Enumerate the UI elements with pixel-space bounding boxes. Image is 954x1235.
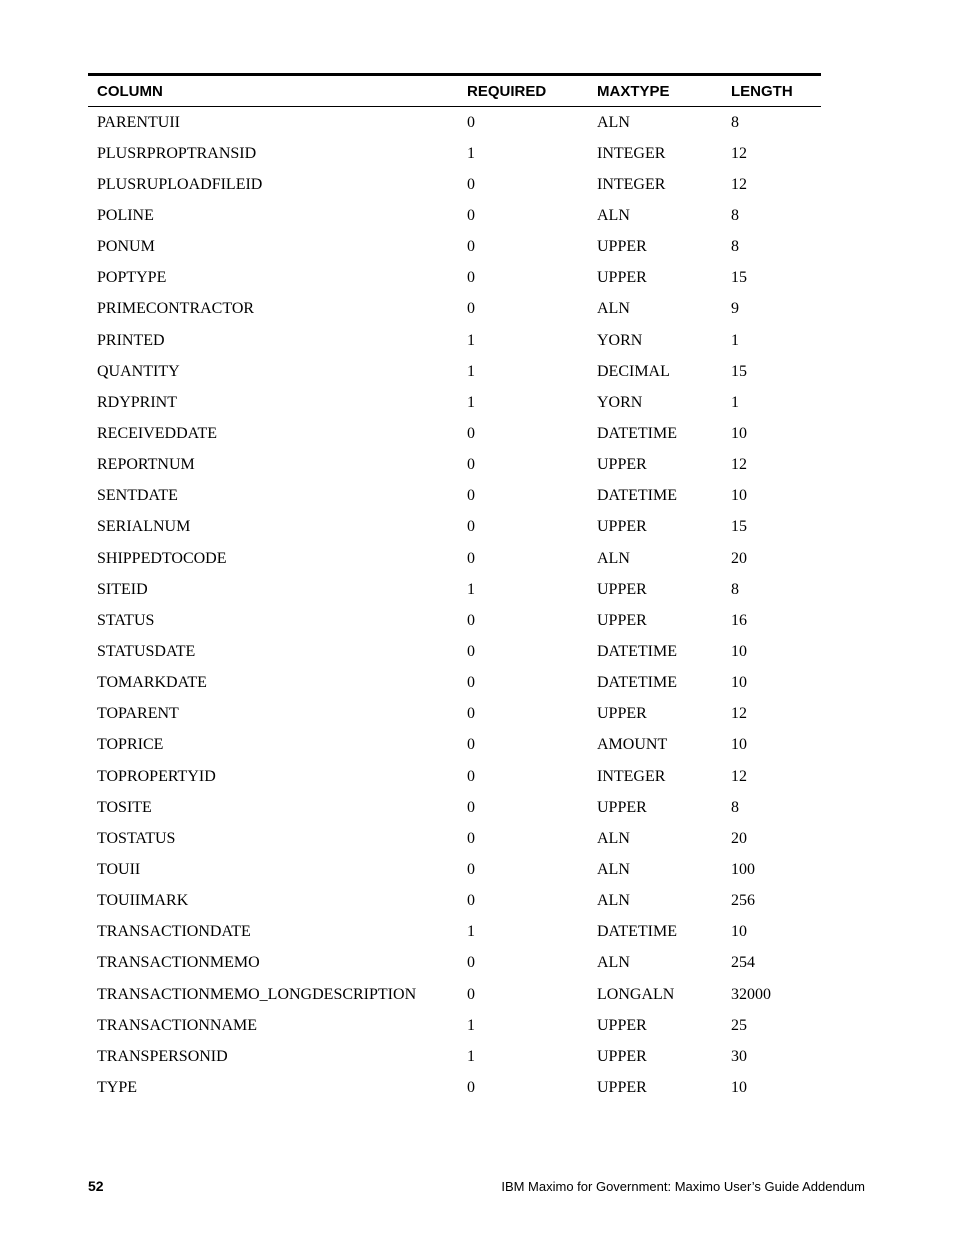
cell-length: 10 (731, 424, 747, 442)
cell-maxtype: UPPER (597, 518, 647, 536)
cell-length: 20 (731, 549, 747, 567)
cell-maxtype: ALN (597, 113, 630, 131)
cell-length: 15 (731, 518, 747, 536)
table-row (88, 1072, 821, 1103)
cell-column: TRANSPERSONID (97, 1047, 228, 1065)
cell-length: 1 (731, 331, 739, 349)
cell-column: STATUS (97, 611, 155, 629)
cell-length: 8 (731, 113, 739, 131)
table-row (88, 761, 821, 792)
cell-required: 0 (467, 1078, 475, 1096)
cell-column: TOUII (97, 860, 141, 878)
page-number: 52 (88, 1178, 104, 1194)
cell-maxtype: INTEGER (597, 175, 666, 193)
cell-required: 1 (467, 580, 475, 598)
table-row (88, 854, 821, 885)
cell-maxtype: UPPER (597, 238, 647, 256)
cell-required: 0 (467, 767, 475, 785)
table-row (88, 917, 821, 948)
table-row (88, 169, 821, 200)
cell-length: 1 (731, 393, 739, 411)
cell-length: 10 (731, 1078, 747, 1096)
cell-required: 0 (467, 238, 475, 256)
cell-maxtype: ALN (597, 892, 630, 910)
cell-length: 8 (731, 238, 739, 256)
cell-column: TOPROPERTYID (97, 767, 216, 785)
table-row (88, 636, 821, 667)
table-row (88, 823, 821, 854)
table-row (88, 543, 821, 574)
cell-length: 10 (731, 736, 747, 754)
cell-maxtype: DATETIME (597, 674, 677, 692)
cell-maxtype: UPPER (597, 580, 647, 598)
cell-length: 16 (731, 611, 747, 629)
table-row (88, 263, 821, 294)
cell-maxtype: INTEGER (597, 767, 666, 785)
cell-required: 0 (467, 269, 475, 287)
cell-length: 8 (731, 580, 739, 598)
cell-length: 100 (731, 860, 755, 878)
table-row (88, 1041, 821, 1072)
table-row (88, 325, 821, 356)
cell-maxtype: DATETIME (597, 424, 677, 442)
cell-required: 0 (467, 424, 475, 442)
cell-required: 0 (467, 300, 475, 318)
cell-required: 1 (467, 331, 475, 349)
footer-title: IBM Maximo for Government: Maximo User’s Guide Addendum (501, 1179, 865, 1194)
cell-maxtype: INTEGER (597, 144, 666, 162)
cell-maxtype: ALN (597, 549, 630, 567)
cell-maxtype: ALN (597, 860, 630, 878)
cell-required: 0 (467, 985, 475, 1003)
cell-column: PARENTUII (97, 113, 180, 131)
cell-maxtype: ALN (597, 206, 630, 224)
cell-maxtype: UPPER (597, 1016, 647, 1034)
cell-column: RDYPRINT (97, 393, 178, 411)
table-row (88, 792, 821, 823)
cell-required: 0 (467, 175, 475, 193)
table-row (88, 138, 821, 169)
cell-maxtype: UPPER (597, 269, 647, 287)
cell-required: 1 (467, 1016, 475, 1034)
table-row (88, 418, 821, 449)
cell-required: 0 (467, 642, 475, 660)
cell-column: TOSTATUS (97, 829, 176, 847)
cell-column: SENTDATE (97, 487, 178, 505)
table-header (88, 75, 821, 107)
cell-column: TOPARENT (97, 705, 179, 723)
table-row (88, 107, 821, 139)
cell-length: 12 (731, 767, 747, 785)
cell-maxtype: YORN (597, 393, 643, 411)
table-body (88, 107, 821, 1104)
cell-length: 10 (731, 923, 747, 941)
cell-required: 0 (467, 611, 475, 629)
table-row (88, 730, 821, 761)
cell-maxtype: ALN (597, 300, 630, 318)
cell-maxtype: UPPER (597, 798, 647, 816)
table-row (88, 481, 821, 512)
cell-length: 25 (731, 1016, 747, 1034)
cell-length: 20 (731, 829, 747, 847)
cell-required: 1 (467, 923, 475, 941)
header-maxtype: MAXTYPE (597, 82, 670, 100)
cell-required: 0 (467, 860, 475, 878)
table-row (88, 1010, 821, 1041)
cell-length: 15 (731, 362, 747, 380)
table-row (88, 979, 821, 1010)
header-required: REQUIRED (467, 82, 547, 100)
cell-required: 0 (467, 674, 475, 692)
cell-required: 0 (467, 549, 475, 567)
cell-maxtype: LONGALN (597, 985, 675, 1003)
cell-length: 10 (731, 487, 747, 505)
cell-column: TOPRICE (97, 736, 164, 754)
table-row (88, 574, 821, 605)
cell-column: TRANSACTIONNAME (97, 1016, 257, 1034)
cell-column: REPORTNUM (97, 456, 195, 474)
cell-column: STATUSDATE (97, 642, 196, 660)
cell-maxtype: UPPER (597, 705, 647, 723)
cell-length: 8 (731, 798, 739, 816)
cell-length: 12 (731, 175, 747, 193)
cell-length: 12 (731, 144, 747, 162)
cell-maxtype: ALN (597, 954, 630, 972)
cell-column: PLUSRUPLOADFILEID (97, 175, 263, 193)
cell-length: 8 (731, 206, 739, 224)
table-row (88, 699, 821, 730)
cell-maxtype: DATETIME (597, 923, 677, 941)
cell-column: TYPE (97, 1078, 137, 1096)
cell-maxtype: DECIMAL (597, 362, 670, 380)
cell-maxtype: UPPER (597, 456, 647, 474)
cell-length: 12 (731, 456, 747, 474)
table-row (88, 512, 821, 543)
cell-length: 12 (731, 705, 747, 723)
cell-column: TRANSACTIONDATE (97, 923, 251, 941)
cell-maxtype: UPPER (597, 611, 647, 629)
cell-length: 32000 (731, 985, 771, 1003)
cell-maxtype: UPPER (597, 1047, 647, 1065)
cell-required: 0 (467, 954, 475, 972)
cell-length: 10 (731, 642, 747, 660)
cell-column: PRINTED (97, 331, 165, 349)
cell-length: 9 (731, 300, 739, 318)
cell-column: POPTYPE (97, 269, 167, 287)
cell-maxtype: AMOUNT (597, 736, 668, 754)
cell-length: 10 (731, 674, 747, 692)
cell-required: 0 (467, 518, 475, 536)
table-row (88, 450, 821, 481)
cell-required: 0 (467, 705, 475, 723)
cell-required: 0 (467, 892, 475, 910)
cell-column: SHIPPEDTOCODE (97, 549, 227, 567)
cell-maxtype: DATETIME (597, 487, 677, 505)
table-row (88, 668, 821, 699)
cell-column: TRANSACTIONMEMO (97, 954, 260, 972)
cell-required: 0 (467, 798, 475, 816)
cell-required: 0 (467, 829, 475, 847)
cell-length: 15 (731, 269, 747, 287)
cell-column: PLUSRPROPTRANSID (97, 144, 257, 162)
table-row (88, 387, 821, 418)
cell-length: 256 (731, 892, 755, 910)
cell-maxtype: UPPER (597, 1078, 647, 1096)
cell-maxtype: YORN (597, 331, 643, 349)
table-row (88, 948, 821, 979)
cell-length: 254 (731, 954, 755, 972)
cell-length: 30 (731, 1047, 747, 1065)
table-row (88, 605, 821, 636)
table-row (88, 232, 821, 263)
cell-column: QUANTITY (97, 362, 180, 380)
cell-column: SERIALNUM (97, 518, 191, 536)
cell-column: RECEIVEDDATE (97, 424, 217, 442)
cell-required: 1 (467, 144, 475, 162)
table-header-row (88, 75, 821, 107)
cell-maxtype: DATETIME (597, 642, 677, 660)
table-row (88, 356, 821, 387)
cell-column: TOSITE (97, 798, 152, 816)
cell-required: 1 (467, 393, 475, 411)
header-length: LENGTH (731, 82, 793, 100)
cell-column: TOMARKDATE (97, 674, 207, 692)
cell-required: 0 (467, 113, 475, 131)
cell-required: 1 (467, 362, 475, 380)
cell-column: PRIMECONTRACTOR (97, 300, 255, 318)
cell-required: 0 (467, 206, 475, 224)
cell-required: 0 (467, 456, 475, 474)
cell-column: SITEID (97, 580, 148, 598)
cell-maxtype: ALN (597, 829, 630, 847)
table-row (88, 294, 821, 325)
cell-required: 1 (467, 1047, 475, 1065)
cell-required: 0 (467, 736, 475, 754)
cell-column: TRANSACTIONMEMO_LONGDESCRIPTION (97, 985, 417, 1003)
table-row (88, 200, 821, 231)
table-row (88, 886, 821, 917)
cell-column: PONUM (97, 238, 155, 256)
cell-required: 0 (467, 487, 475, 505)
column-table (88, 73, 821, 1104)
cell-column: TOUIIMARK (97, 892, 189, 910)
cell-column: POLINE (97, 206, 154, 224)
header-column: COLUMN (97, 82, 163, 100)
